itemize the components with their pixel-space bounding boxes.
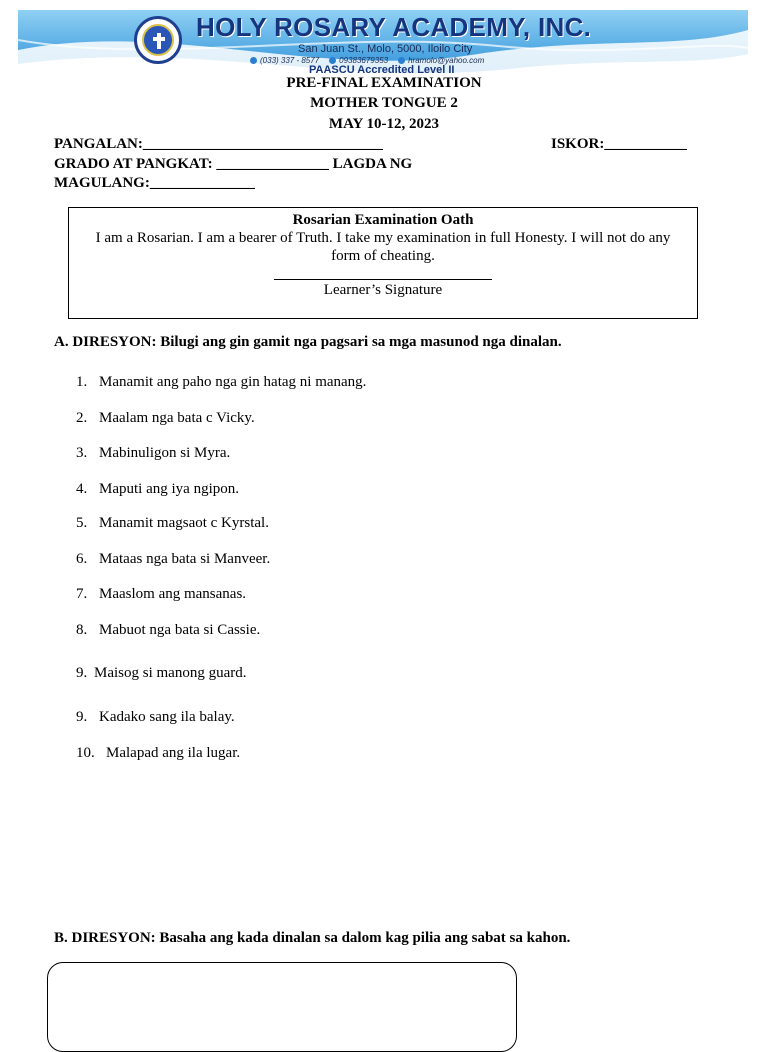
phone-icon — [250, 57, 257, 64]
name-field: PANGALAN:________________________________ — [54, 136, 383, 152]
answer-choices-box — [47, 962, 517, 1052]
school-seal-logo — [134, 16, 182, 64]
list-item: 2. Maalam nga bata c Vicky. — [76, 410, 255, 426]
school-address: San Juan St., Molo, 5000, Iloilo City — [298, 43, 473, 55]
exam-subject: MOTHER TONGUE 2 — [310, 95, 458, 111]
list-item: 7. Maaslom ang mansanas. — [76, 586, 247, 602]
oath-text: I am a Rosarian. I am a bearer of Truth. I take my examination in full Honesty. I will not do any form of cheating. — [95, 230, 671, 264]
school-name: HOLY ROSARY ACADEMY, INC. — [196, 12, 592, 42]
list-item: 9. Kadako sang ila balay. — [76, 709, 235, 725]
grade-section-field: GRADO AT PANGKAT: _______________ LAGDA NG — [54, 156, 413, 172]
oath-title: Rosarian Examination Oath — [292, 212, 474, 228]
exam-title: PRE-FINAL EXAMINATION — [286, 75, 482, 91]
section-b-direction: B. DIRESYON: Basaha ang kada dinalan sa dalom kag pilia ang sabat sa kahon. — [54, 930, 571, 946]
list-item: 3. Mabinuligon si Myra. — [76, 445, 231, 461]
list-item: 4. Maputi ang iya ngipon. — [76, 481, 239, 497]
section-a-direction: A. DIRESYON: Bilugi ang gin gamit nga pagsari sa mga masunod nga dinalan. — [54, 334, 562, 350]
score-field: ISKOR:___________ — [551, 136, 687, 152]
list-item: 1. Manamit ang paho nga gin hatag ni manang. — [76, 374, 367, 390]
list-item: 5. Manamit magsaot c Kyrstal. — [76, 515, 269, 531]
list-item: 6. Mataas nga bata si Manveer. — [76, 551, 271, 567]
email-address: hramolo@yahoo.com — [398, 56, 484, 65]
examination-oath-box — [68, 207, 698, 319]
phone-number: (033) 337 - 8577 — [250, 56, 319, 65]
signature-label: Learner’s Signature — [323, 282, 443, 298]
list-item: 10. Malapad ang ila lugar. — [76, 745, 241, 761]
signature-line — [274, 279, 492, 280]
parent-signature-field: MAGULANG:______________ — [54, 175, 255, 191]
accreditation: PAASCU Accredited Level II — [309, 64, 455, 76]
mobile-number: 09383679353 — [329, 56, 388, 65]
list-item: 8. Mabuot nga bata si Cassie. — [76, 622, 261, 638]
list-item: 9. Maisog si manong guard. — [76, 665, 247, 681]
exam-date: MAY 10-12, 2023 — [328, 116, 440, 132]
